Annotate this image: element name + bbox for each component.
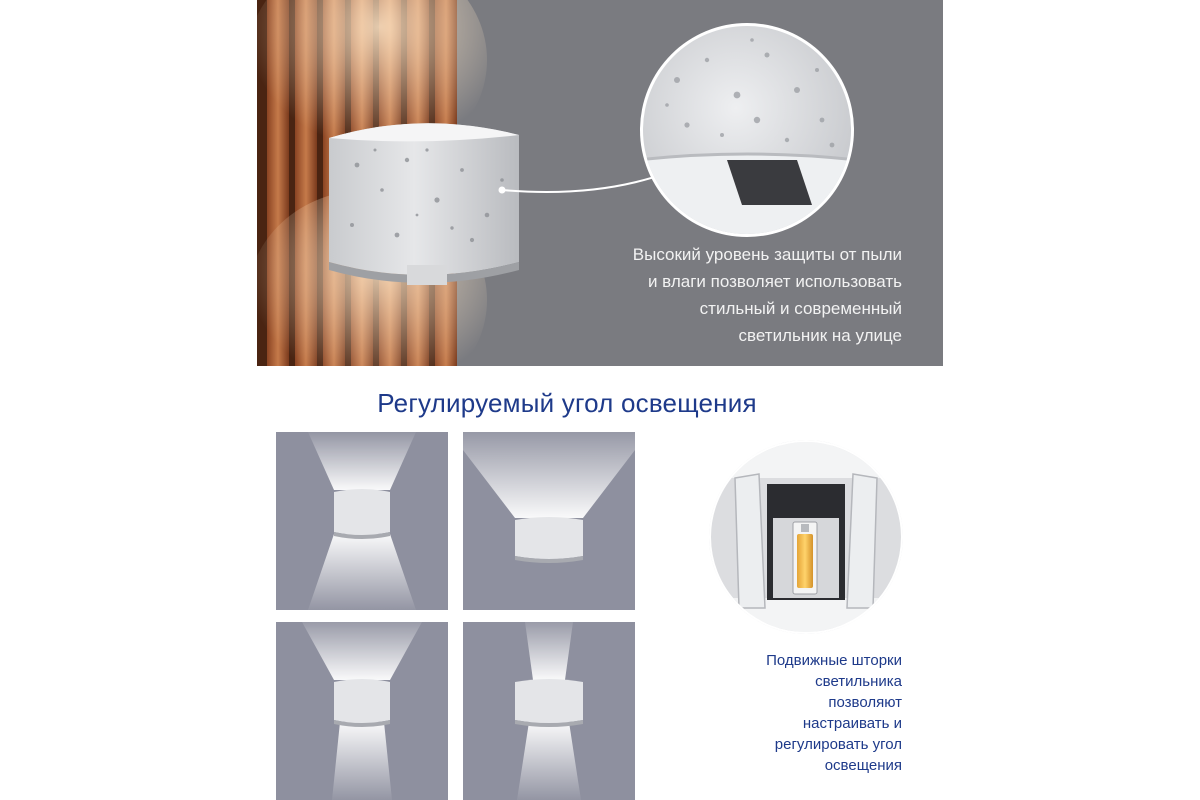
- shutter-caption-line: регулировать угол: [774, 736, 902, 753]
- wall-lamp: [329, 123, 519, 285]
- beam-tile-both-narrow: [463, 622, 635, 800]
- hero-caption-line: Высокий уровень защиты от пыли: [632, 245, 902, 264]
- shutter-caption-line: светильника: [815, 673, 902, 690]
- lamp-body: [334, 679, 390, 723]
- light-beam-down: [332, 722, 392, 800]
- beam-tile-up-wide: [463, 432, 635, 610]
- shutter-caption-line: Подвижные шторки: [766, 652, 902, 669]
- zoom-detail: [637, 20, 857, 240]
- lamp-body: [515, 679, 583, 723]
- lamp-body: [334, 489, 390, 535]
- hero-banner: [257, 0, 943, 366]
- shutter-detail-image: [707, 438, 905, 636]
- section-title: Регулируемый угол освещения: [377, 388, 757, 418]
- beam-tile-both-wide: [276, 432, 448, 610]
- hero-caption-line: стильный и современный: [699, 299, 902, 318]
- hero-caption-line: и влаги позволяет использовать: [647, 272, 902, 291]
- light-beam-up: [525, 622, 573, 680]
- shutter-caption-line: позволяют: [828, 694, 902, 711]
- beam-tile-both-medium: [276, 622, 448, 800]
- led-chip: [797, 534, 813, 588]
- shutter-caption-line: освещения: [824, 757, 902, 774]
- shutter-caption-line: настраивать и: [802, 715, 902, 732]
- hero-caption: [557, 241, 902, 349]
- hero-caption-line: светильник на улице: [738, 326, 902, 345]
- lamp-body: [515, 517, 583, 559]
- shutter-caption: [700, 650, 902, 776]
